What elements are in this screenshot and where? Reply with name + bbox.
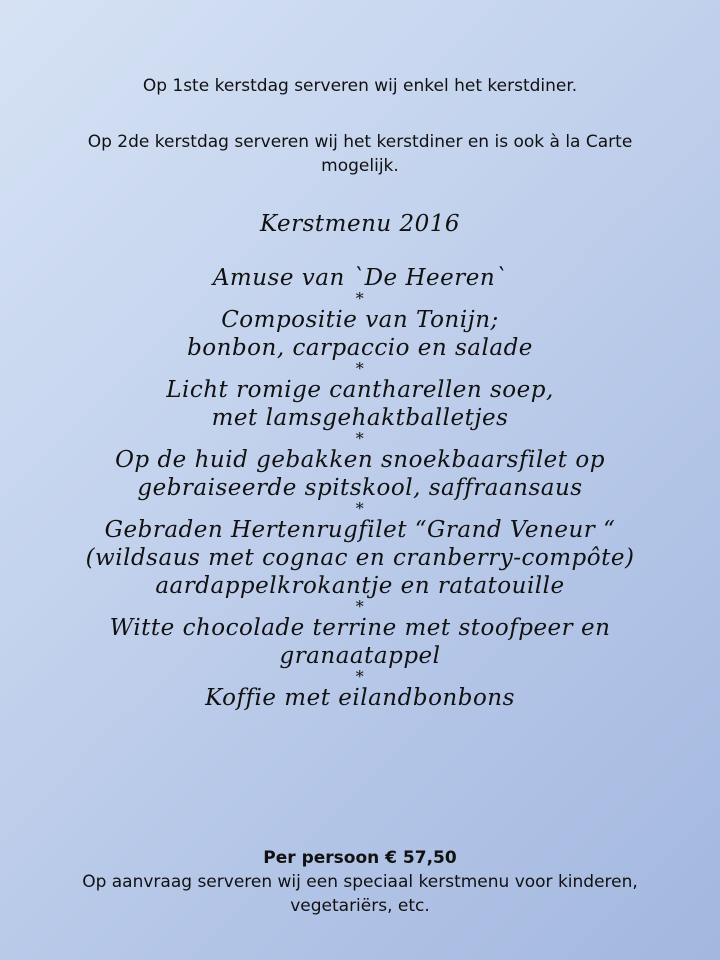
intro-line-2b: mogelijk. [321,156,399,176]
course-line: Witte chocolade terrine met stoofpeer en [109,615,611,641]
christmas-menu [10,204,710,712]
course-line: Licht romige cantharellen soep, [166,377,554,403]
price-per-person: Per persoon € 57,50 [263,848,457,868]
course-line: Op de huid gebakken snoekbaarsfilet op [115,447,605,473]
course-tuna [10,306,710,362]
course-line: (wildsaus met cognac en cranberry-compôte) [85,545,635,571]
course-separator: * [355,429,365,448]
course-line: bonbon, carpaccio en salade [187,335,533,361]
course-separator: * [355,289,365,308]
course-separator: * [355,359,365,378]
course-separator: * [355,499,365,518]
course-coffee [10,684,710,712]
special-menu-note-2: vegetariërs, etc. [290,896,430,916]
special-menu-note-1: Op aanvraag serveren wij een speciaal kerstmenu voor kinderen, [82,872,638,892]
intro-line-2a: Op 2de kerstdag serveren wij het kerstdiner en is ook à la Carte [87,132,633,152]
course-dessert [10,614,710,670]
course-line: Compositie van Tonijn; [221,307,499,333]
menu-title: Kerstmenu 2016 [259,211,461,237]
intro-line-1: Op 1ste kerstdag serveren wij enkel het kerstdiner. [142,76,578,96]
course-line: gebraiseerde spitskool, saffraansaus [137,475,583,501]
course-line: Amuse van `De Heeren` [212,265,508,291]
course-line: Koffie met eilandbonbons [205,685,515,711]
course-amuse [10,264,710,292]
course-line: Gebraden Hertenrugfilet “Grand Veneur “ [104,517,616,543]
course-line: met lamsgehaktballetjes [211,405,509,431]
menu-footer [10,846,710,918]
course-line: aardappelkrokantje en ratatouille [155,573,565,599]
course-line: granaatappel [279,643,441,669]
course-fish [10,446,710,502]
course-venison [10,516,710,600]
intro-second-day [20,130,700,178]
intro-first-day [20,74,700,98]
course-separator: * [355,667,365,686]
course-separator: * [355,597,365,616]
course-soup [10,376,710,432]
